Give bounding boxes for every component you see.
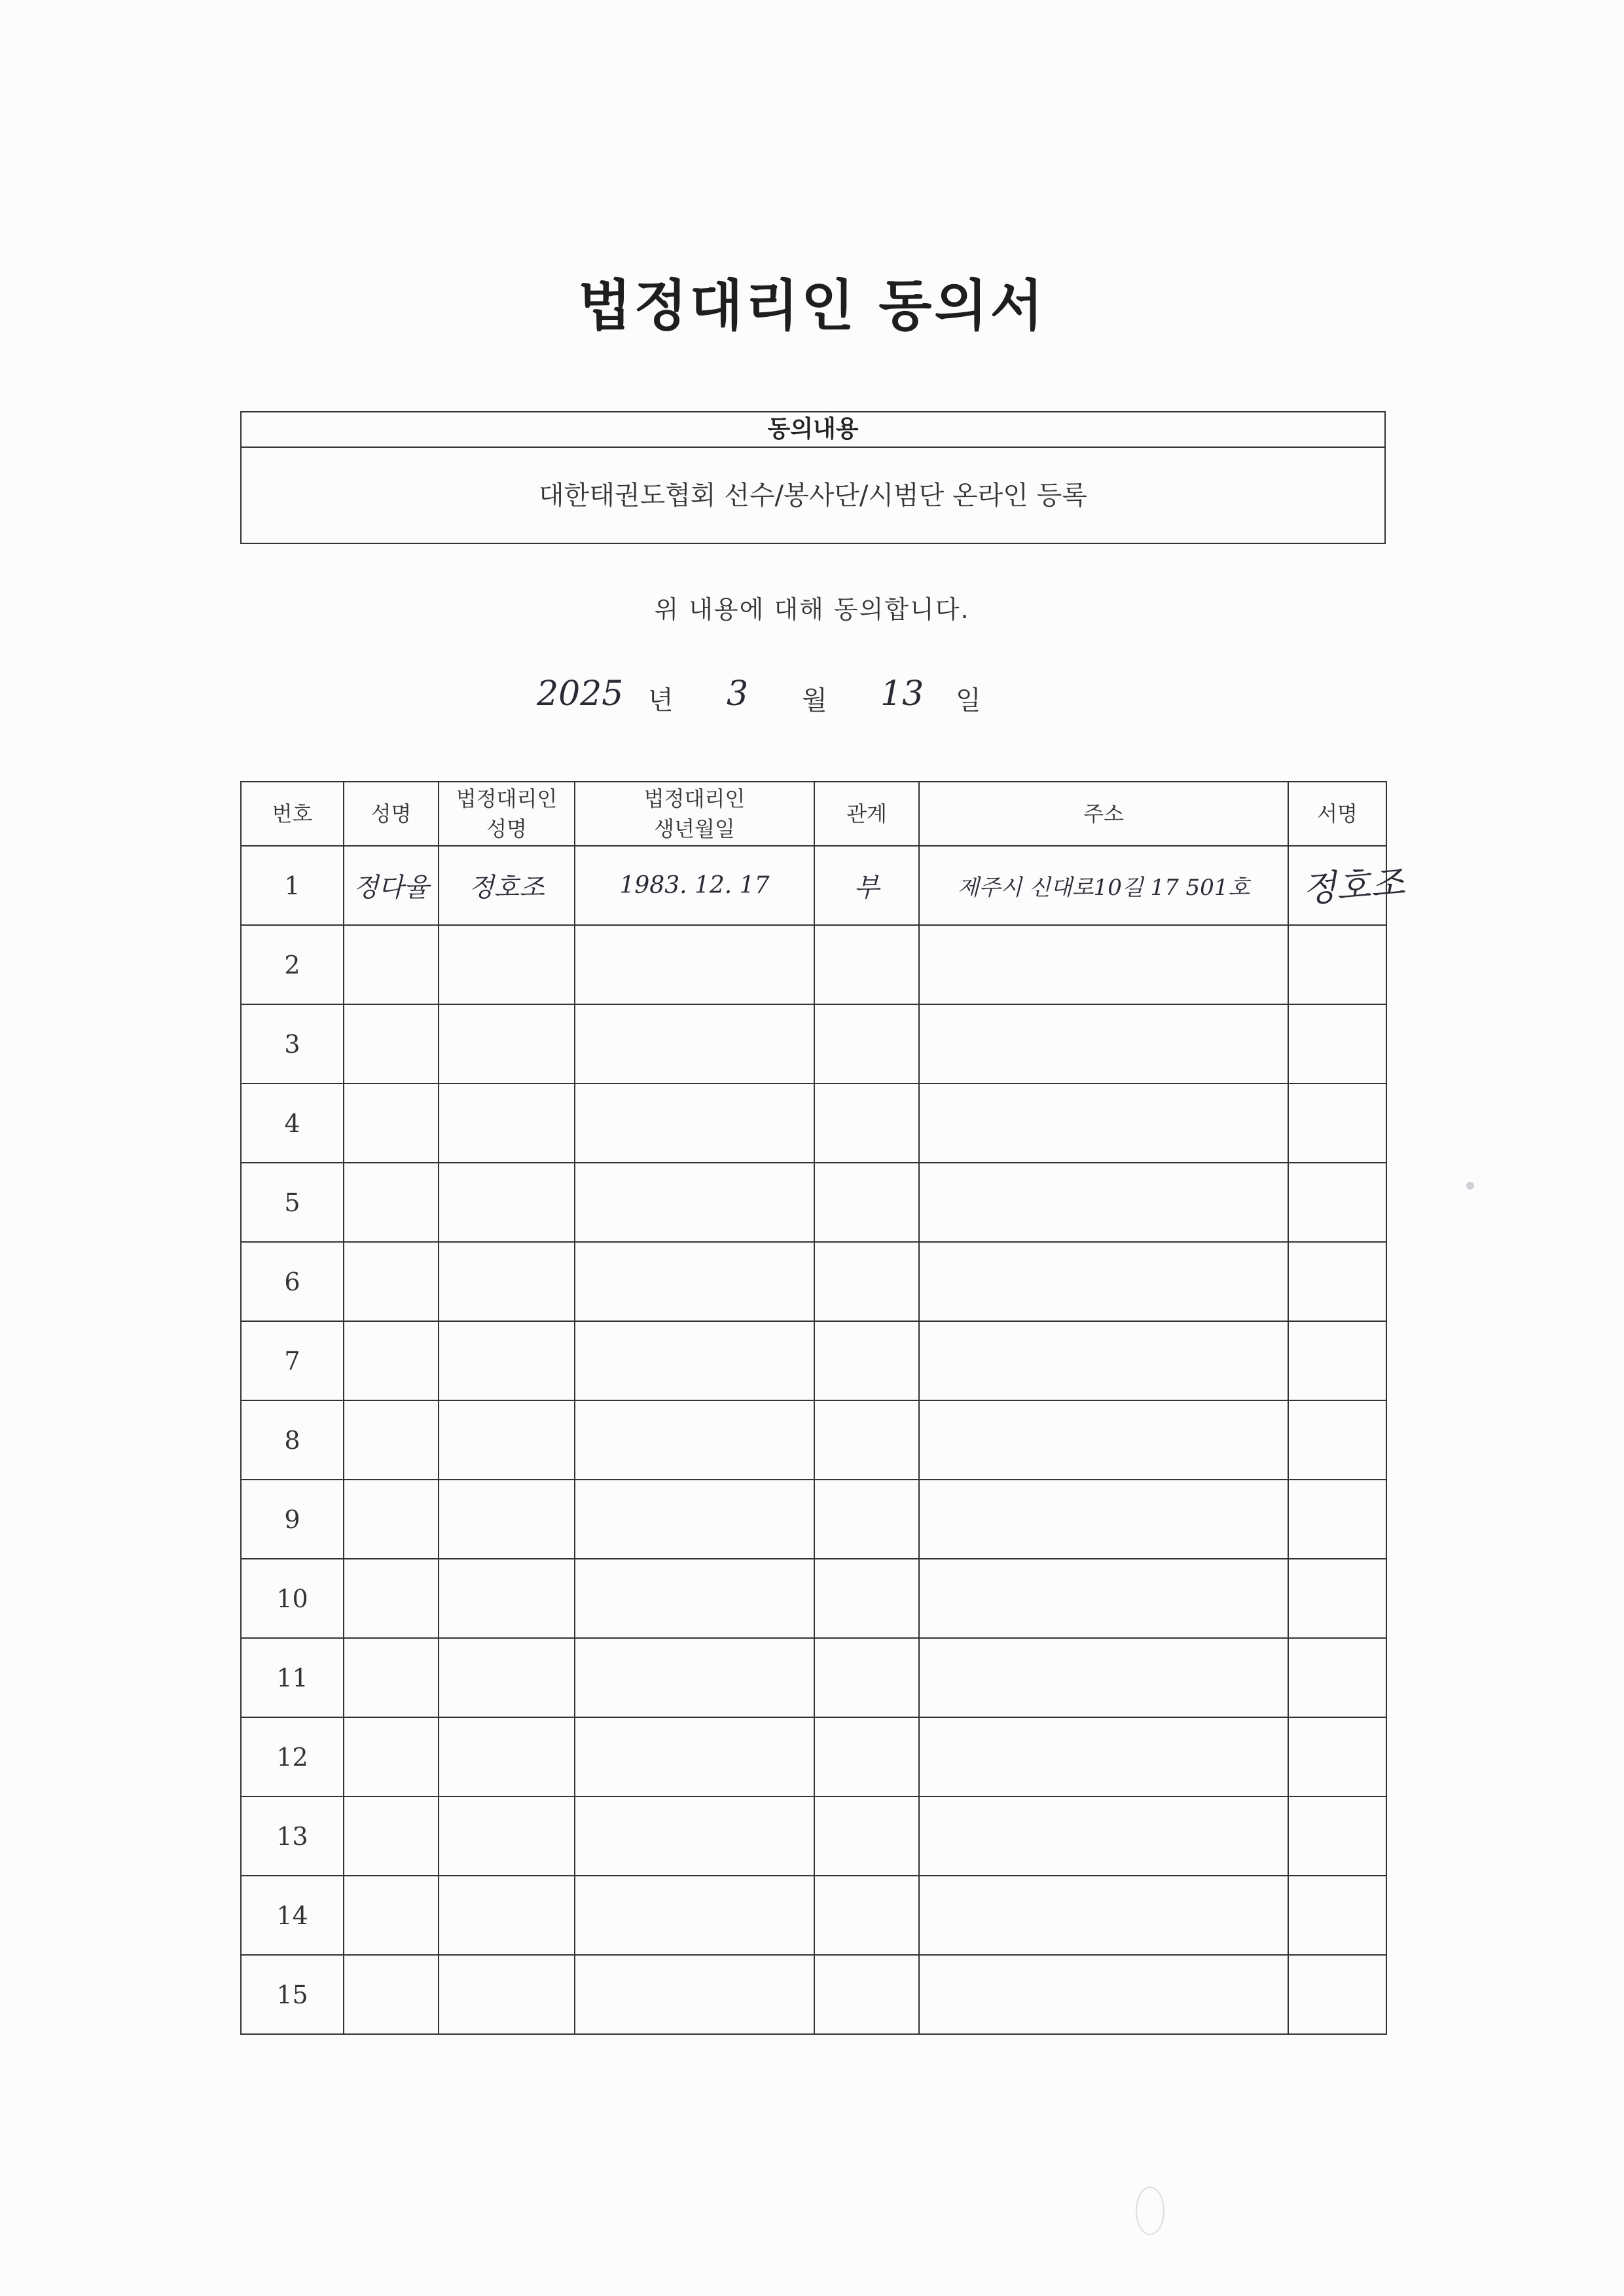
cell-no: 10 [241,1559,344,1638]
cell-guardian-name [439,925,575,1004]
cell-guardian-name [439,1004,575,1084]
cell-signature [1288,1480,1386,1559]
cell-no: 4 [241,1084,344,1163]
cell-relation [814,1955,919,2034]
cell-guardian-name [439,1638,575,1717]
cell-guardian-birth [575,1400,814,1480]
date-month: 3 [727,674,749,714]
paper-mark [1136,2187,1164,2235]
cell-guardian-birth [575,925,814,1004]
cell-signature [1288,1242,1386,1321]
header-guardian-name-line2: 성명 [486,816,527,841]
cell-guardian-birth [575,1004,814,1084]
paper-speck [1466,1182,1474,1190]
cell-guardian-name [439,1084,575,1163]
cell-name [344,1638,439,1717]
header-guardian-birth [575,782,814,846]
cell-address [919,1638,1288,1717]
cell-guardian-name [439,1876,575,1955]
cell-name [344,1559,439,1638]
cell-guardian-birth [575,1638,814,1717]
cell-address [919,925,1288,1004]
cell-no: 15 [241,1955,344,2034]
cell-address [919,1717,1288,1796]
cell-no: 6 [241,1242,344,1321]
table-row [241,1480,1386,1559]
consent-box [240,411,1386,544]
cell-name [344,1163,439,1242]
table-header-row [241,782,1386,846]
table-row [241,1559,1386,1638]
cell-address [919,1242,1288,1321]
cell-address [919,1955,1288,2034]
table-row [241,1400,1386,1480]
cell-guardian-birth [575,1084,814,1163]
cell-guardian-birth [575,1480,814,1559]
cell-no: 1 [241,846,344,925]
cell-relation [814,1796,919,1876]
document-title: 법정대리인 동의서 [578,274,1046,338]
cell-signature [1288,1321,1386,1400]
cell-name: 정다율 [344,846,439,925]
cell-address [919,1400,1288,1480]
date-day: 13 [880,674,924,714]
cell-guardian-birth [575,1321,814,1400]
cell-no: 5 [241,1163,344,1242]
handwritten-signature: 정호조 [1301,862,1406,911]
cell-guardian-birth [575,1796,814,1876]
cell-guardian-birth [575,1242,814,1321]
cell-name [344,1796,439,1876]
cell-relation [814,1876,919,1955]
cell-no: 8 [241,1400,344,1480]
cell-relation [814,1084,919,1163]
cell-relation [814,1400,919,1480]
header-guardian-birth-line2: 생년월일 [654,816,735,841]
cell-relation [814,1321,919,1400]
cell-name [344,1955,439,2034]
table-row [241,925,1386,1004]
cell-guardian-name [439,1242,575,1321]
header-guardian-birth-line1: 법정대리인 [643,786,746,811]
cell-address [919,1796,1288,1876]
cell-relation [814,1480,919,1559]
cell-guardian-birth [575,1876,814,1955]
cell-address [919,1480,1288,1559]
cell-guardian-name [439,1717,575,1796]
cell-signature [1288,1638,1386,1717]
cell-signature [1288,1400,1386,1480]
cell-relation [814,1004,919,1084]
date-month-label: 월 [802,685,827,716]
cell-relation [814,1638,919,1717]
cell-no: 14 [241,1876,344,1955]
cell-signature [1288,1717,1386,1796]
cell-guardian-birth: 1983. 12. 17 [575,846,814,925]
date-line [524,674,1047,720]
table-row [241,1163,1386,1242]
header-guardian-name-line1: 법정대리인 [456,786,558,811]
cell-relation [814,925,919,1004]
cell-address [919,1004,1288,1084]
cell-no: 3 [241,1004,344,1084]
cell-signature [1288,1796,1386,1876]
cell-relation [814,1559,919,1638]
header-guardian-name [439,782,575,846]
cell-address [919,1163,1288,1242]
cell-no: 9 [241,1480,344,1559]
cell-guardian-name [439,1559,575,1638]
table-row [241,1004,1386,1084]
cell-no: 7 [241,1321,344,1400]
cell-guardian-birth [575,1717,814,1796]
table-row [241,1796,1386,1876]
cell-name [344,1876,439,1955]
cell-name [344,1084,439,1163]
cell-name [344,1242,439,1321]
cell-signature [1288,1163,1386,1242]
cell-guardian-name [439,1796,575,1876]
guardian-table [240,781,1406,2035]
cell-name [344,1400,439,1480]
cell-guardian-name [439,1480,575,1559]
cell-address [919,1084,1288,1163]
cell-relation: 부 [814,846,919,925]
cell-address [919,1321,1288,1400]
table-row [241,1084,1386,1163]
cell-guardian-birth [575,1559,814,1638]
cell-name [344,1480,439,1559]
cell-address [919,1559,1288,1638]
cell-no: 12 [241,1717,344,1796]
cell-signature [1288,1004,1386,1084]
date-year: 2025 [537,674,624,714]
table-row [241,1955,1386,2034]
date-year-label: 년 [648,685,674,716]
cell-signature [1288,1955,1386,2034]
header-signature: 서명 [1288,782,1386,846]
cell-signature [1288,1876,1386,1955]
table-row [241,1876,1386,1955]
header-address: 주소 [919,782,1288,846]
cell-no: 11 [241,1638,344,1717]
cell-no: 13 [241,1796,344,1876]
cell-no: 2 [241,925,344,1004]
cell-address [919,1876,1288,1955]
consent-content: 대한태권도협회 선수/봉사단/시범단 온라인 등록 [539,481,1087,511]
cell-guardian-birth [575,1955,814,2034]
cell-name [344,1717,439,1796]
cell-guardian-name [439,1400,575,1480]
cell-guardian-name [439,1163,575,1242]
cell-guardian-name: 정호조 [439,846,575,925]
consent-header: 동의내용 [242,412,1384,448]
cell-relation [814,1163,919,1242]
table-row [241,1321,1386,1400]
cell-guardian-birth [575,1163,814,1242]
header-name: 성명 [344,782,439,846]
cell-name [344,925,439,1004]
cell-relation [814,1717,919,1796]
cell-guardian-name [439,1955,575,2034]
table-row [241,846,1386,925]
cell-name [344,1321,439,1400]
cell-signature [1288,846,1406,925]
table-row [241,1242,1386,1321]
table-row [241,1717,1386,1796]
cell-signature [1288,925,1386,1004]
header-relation: 관계 [814,782,919,846]
cell-guardian-name [439,1321,575,1400]
cell-signature [1288,1559,1386,1638]
date-day-label: 일 [956,685,981,716]
cell-signature [1288,1084,1386,1163]
table-row [241,1638,1386,1717]
header-no: 번호 [241,782,344,846]
table-body [241,846,1406,2034]
cell-name [344,1004,439,1084]
agreement-statement: 위 내용에 대해 동의합니다. [654,595,970,624]
cell-address: 제주시 신대로10길 17 501호 [919,846,1288,925]
cell-relation [814,1242,919,1321]
